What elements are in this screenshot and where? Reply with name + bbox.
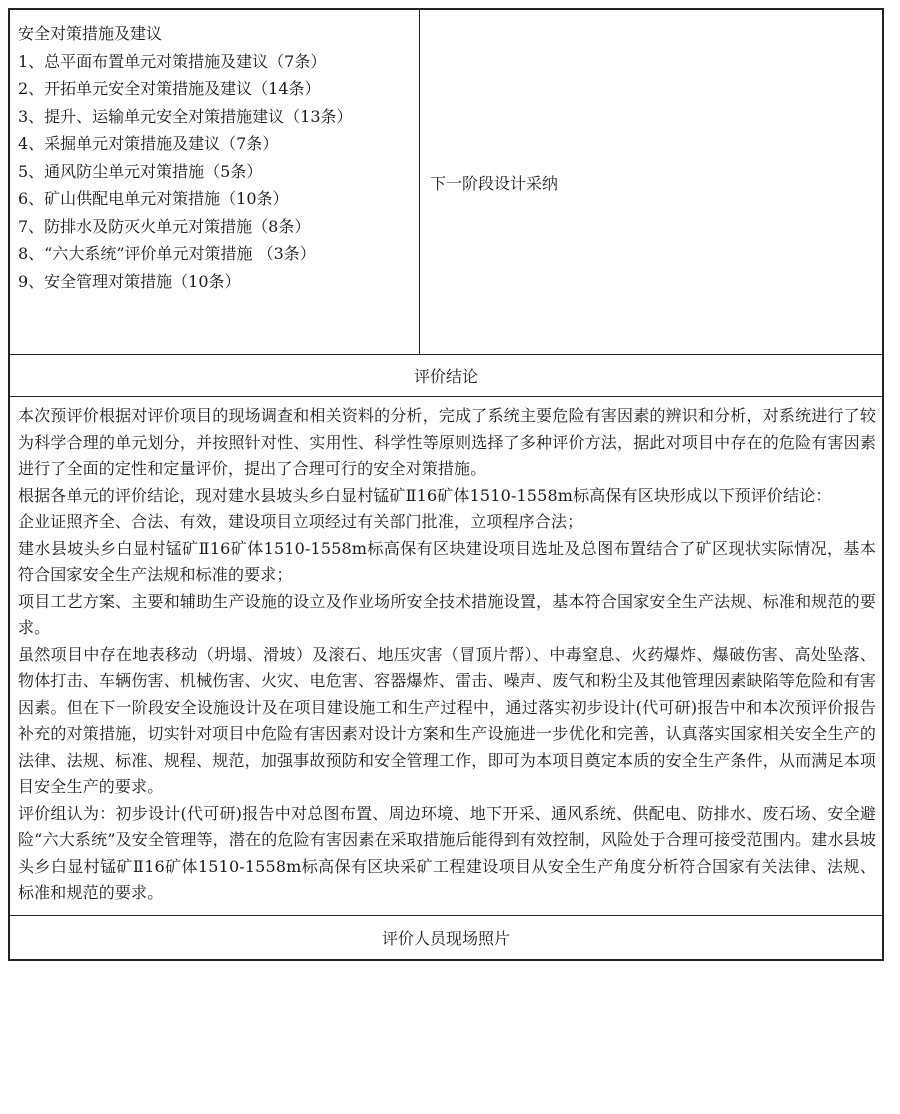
adoption-status: 下一阶段设计采纳 <box>430 173 559 193</box>
measures-row <box>10 10 882 355</box>
conclusion-paragraph: 项目工艺方案、主要和辅助生产设施的设立及作业场所安全技术措施设置，基本符合国家安全生产法规、标准和规范的要求。 <box>18 591 876 637</box>
adoption-cell <box>420 10 882 354</box>
measure-item: 4、采掘单元对策措施及建议（7条） <box>18 134 279 153</box>
conclusion-paragraph: 本次预评价根据对评价项目的现场调查和相关资料的分析，完成了系统主要危险有害因素的辨识和分析，对系统进行了较为科学合理的单元划分，并按照针对性、实用性、科学性等原则选择了多种评价方法，据此对项目中存在的危险有害因素进行了全面的定性和定量评价，提出了合理可行的安全对策措施。 <box>18 406 876 478</box>
measure-item: 2、开拓单元安全对策措施及建议（14条） <box>18 79 321 98</box>
evaluation-table <box>8 8 884 961</box>
measure-item: 7、防排水及防灭火单元对策措施（8条） <box>18 216 311 236</box>
measures-title: 安全对策措施及建议 <box>18 24 163 43</box>
measure-item: 3、提升、运输单元安全对策措施建议（13条） <box>18 106 353 126</box>
conclusion-body <box>10 397 882 916</box>
conclusion-paragraph: 虽然项目中存在地表移动（坍塌、滑坡）及滚石、地压灾害（冒顶片帮）、中毒窒息、火药爆炸、爆破伤害、高处坠落、物体打击、车辆伤害、机械伤害、火灾、电危害、容器爆炸、雷击、噪声、废气和粉尘及其他管理因素缺陷等危险和有害因素。但在下一阶段安全设施设计及在项目建设施工和生产过程中，通过落实初步设计(代可研)报告中和本次预评价报告补充的对策措施，切实针对项目中危险有害因素对设计方案和生产设施进一步优化和完善，认真落实国家相关安全生产的法律、法规、标准、规程、规范，加强事故预防和安全管理工作，即可为本项目奠定本质的安全生产条件，从而满足本项目安全生产的要求。 <box>18 644 876 796</box>
photos-heading-row <box>10 916 882 959</box>
measure-item: 5、通风防尘单元对策措施（5条） <box>18 161 263 181</box>
measure-item: 1、总平面布置单元对策措施及建议（7条） <box>18 51 327 71</box>
measure-item: 6、矿山供配电单元对策措施（10条） <box>18 189 289 208</box>
measures-list-cell <box>10 10 420 354</box>
conclusion-paragraph: 评价组认为：初步设计(代可研)报告中对总图布置、周边环境、地下开采、通风系统、供配电、防排水、废石场、安全避险“六大系统”及安全管理等，潜在的危险有害因素在采取措施后能得到有效控制，风险处于合理可接受范围内。建水县坡头乡白显村锰矿Ⅱ16矿体1510-1558m标高保有区块采矿工程建设项目从安全生产角度分析符合国家有关法律、法规、标准和规范的要求。 <box>18 803 876 902</box>
photos-heading: 评价人员现场照片 <box>381 928 510 948</box>
measure-item: 8、“六大系统”评价单元对策措施 （3条） <box>18 244 316 263</box>
conclusion-paragraph: 建水县坡头乡白显村锰矿Ⅱ16矿体1510-1558m标高保有区块建设项目选址及总图布置结合了矿区现状实际情况，基本符合国家安全生产法规和标准的要求； <box>18 538 876 584</box>
conclusion-heading: 评价结论 <box>413 367 478 386</box>
conclusion-heading-row <box>10 355 882 397</box>
conclusion-paragraph: 根据各单元的评价结论，现对建水县坡头乡白显村锰矿Ⅱ16矿体1510-1558m标高保有区块形成以下预评价结论： <box>18 485 832 505</box>
measure-item: 9、安全管理对策措施（10条） <box>18 271 241 291</box>
conclusion-paragraph: 企业证照齐全、合法、有效，建设项目立项经过有关部门批准，立项程序合法； <box>18 512 584 531</box>
